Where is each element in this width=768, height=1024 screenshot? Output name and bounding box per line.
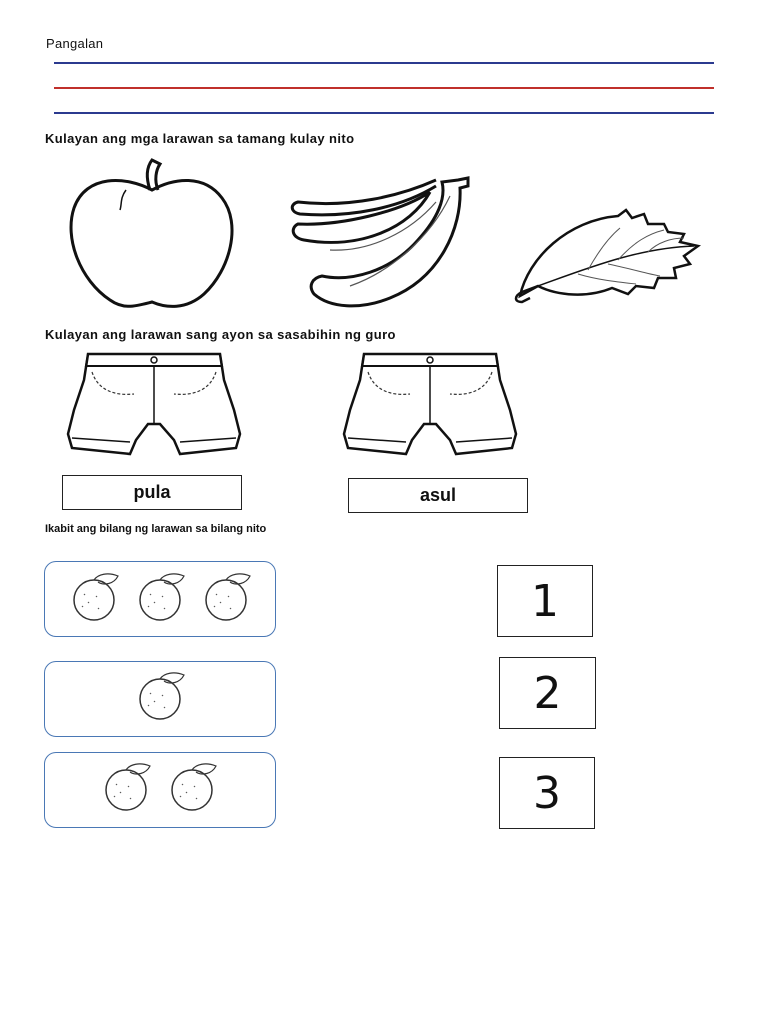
orange-drawing — [68, 572, 126, 622]
shorts-drawing — [64, 350, 244, 466]
orange-drawing — [200, 572, 258, 622]
apple-drawing — [66, 160, 238, 312]
orange-drawing — [134, 572, 192, 622]
leaf-drawing — [508, 208, 703, 308]
name-label: Pangalan — [46, 36, 104, 51]
picture-group-box[interactable] — [44, 752, 276, 828]
color-label-pula: pula — [62, 475, 242, 510]
number-box-1[interactable]: 1 — [497, 565, 593, 637]
number-box-3[interactable]: 3 — [499, 757, 595, 829]
instruction-color-by-teacher: Kulayan ang larawan sang ayon sa sasabihin ng guro — [45, 327, 396, 342]
number-box-2[interactable]: 2 — [499, 657, 596, 729]
color-label-asul: asul — [348, 478, 528, 513]
instruction-match-count: Ikabit ang bilang ng larawan sa bilang nito — [45, 523, 267, 535]
writing-line-bottom — [54, 112, 714, 114]
orange-drawing — [100, 762, 158, 812]
writing-line-top — [54, 62, 714, 64]
banana-drawing — [290, 168, 470, 313]
shorts-drawing — [340, 350, 520, 466]
orange-drawing — [166, 762, 224, 812]
writing-line-middle — [54, 87, 714, 89]
instruction-color-pictures: Kulayan ang mga larawan sa tamang kulay nito — [45, 131, 355, 146]
orange-drawing — [134, 671, 192, 721]
